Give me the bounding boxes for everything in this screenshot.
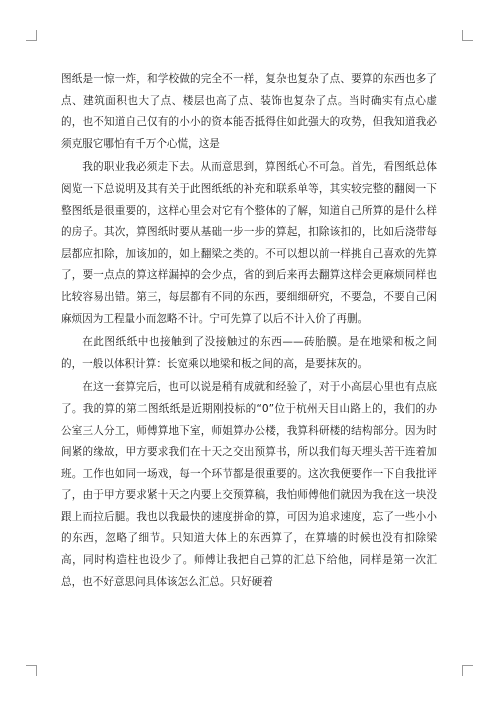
crop-mark-bottom-right: [462, 665, 473, 676]
body-text: [61, 69, 437, 593]
crop-mark-top-right: [462, 30, 473, 41]
paragraph: 在这一套算完后，也可以说是稍有成就和经验了，对于小高层心里也有点底了。我的算的第二图纸纸是近期刚投标的“0”位于杭州天目山路上的，我们的办公室三人分工，师傅算地下室，师姐算办公楼，我算科研楼的结构部分。因为时间紧的缘故，甲方要求我们在十天之交出预算书，所以我们每天埋头苦干连着加班。工作也如同一场戏，每一个环节都是很重要的。这次我便要作一下自我批评了，由于甲方要求紧十天之内要上交预算稿，我怕师傅他们就因为我在这一块没跟上而拉后腿。我也以我最快的速度拼命的算，可因为追求速度，忘了一些小小的东西，忽略了细节。只知道大体上的东西算了，在算墙的时候也没有扣除梁高，同时构造柱也设少了。师傅让我把自己算的汇总下给他，同样是第一次汇总，也不好意思问具体该怎么汇总。只好硬着: [61, 381, 437, 588]
paragraph: 在此图纸纸中也接触到了没接触过的东西——砖胎膜。是在地梁和板之间的，一般以体积计算：长宽乘以地梁和板之间的高，是要抹灰的。: [61, 336, 437, 370]
paragraph: 图纸是一惊一炸，和学校做的完全不一样，复杂也复杂了点、要算的东西也多了点、建筑面积也大了点、楼层也高了点、装饰也复杂了点。当时确实有点心虚的，也不知道自己仅有的小小的资本能否抵得住如此强大的攻势，但我知道我必须克服它哪怕有千万个心慌，这是: [61, 73, 437, 150]
paragraph: 我的职业我必须走下去。从而意思到，算图纸心不可急。首先，看图纸总体阅览一下总说明及其有关于此图纸纸的补充和联系单等，其实较完整的翻阅一下整图纸是很重要的，这样心里会对它有个整体的了解，知道自己所算的是什么样的房子。其次，算图纸时要从基础一步一步的算起，扣除该扣的，比如后浇带每层都应扣除，加该加的，如上翻梁之类的。不可以想以前一样挑自己喜欢的先算了，要一点点的算这样漏掉的会少点，省的到后来再去翻算这样会更麻烦同样也比较容易出错。第三，每层都有不同的东西，要细细研究，不要急，不要自己闲麻烦因为工程量小而忽略不计。宁可先算了以后不计入价了再删。: [61, 161, 437, 325]
crop-mark-bottom-left: [26, 665, 37, 676]
crop-mark-top-left: [26, 30, 37, 41]
